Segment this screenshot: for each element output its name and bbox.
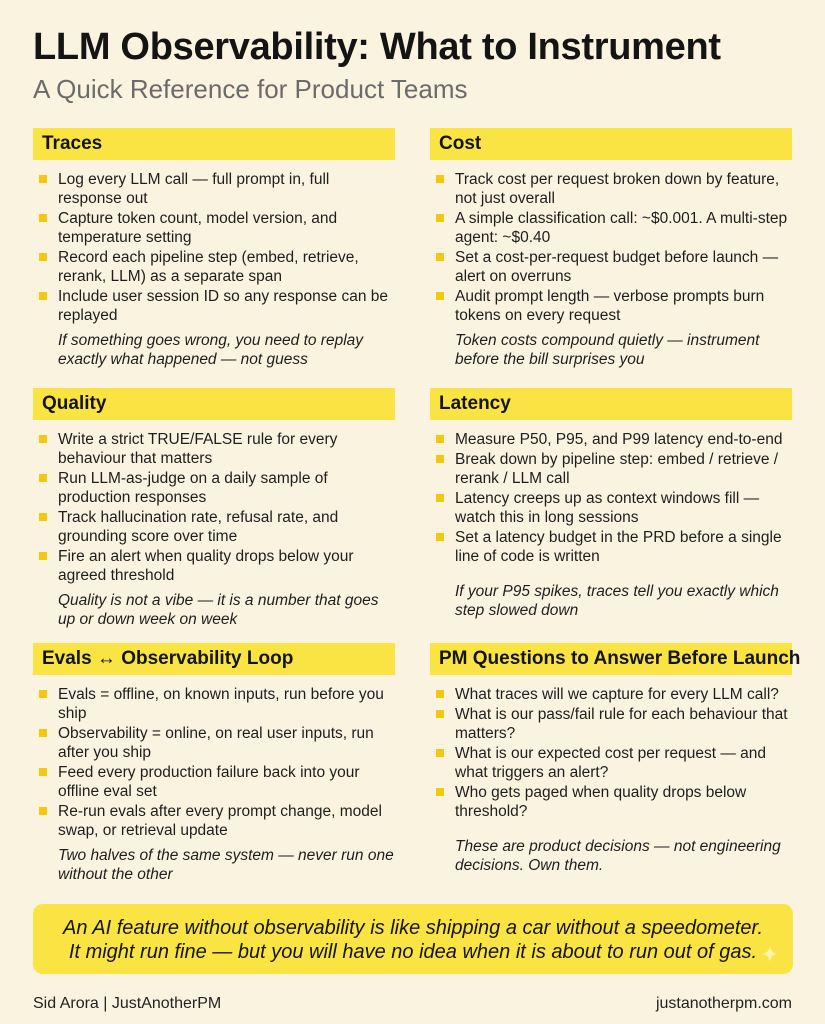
list-item-text: Track hallucination rate, refusal rate, and grounding score over time xyxy=(58,509,339,545)
list-item-text: Feed every production failure back into your offline eval set xyxy=(58,764,360,800)
list-item xyxy=(33,547,395,585)
section-note: These are product decisions — not engineering decisions. Own them. xyxy=(455,838,781,874)
bullet-icon xyxy=(436,533,444,541)
footer-website: justanotherpm.com xyxy=(655,995,792,1012)
list-item xyxy=(430,248,792,286)
page-title: LLM Observability: What to Instrument xyxy=(33,26,721,68)
list-item-text: Log every LLM call — full prompt in, full response out xyxy=(58,171,330,207)
list-item-text: What traces will we capture for every LLM call? xyxy=(455,686,779,703)
bullet-icon xyxy=(39,768,47,776)
list-item xyxy=(33,469,395,507)
bullet-icon xyxy=(436,175,444,183)
bullet-icon xyxy=(39,292,47,300)
bullet-icon xyxy=(436,788,444,796)
list-item-text: Evals = offline, on known inputs, run before you ship xyxy=(58,686,384,722)
list-item xyxy=(430,170,792,208)
bullet-icon xyxy=(436,494,444,502)
summary-banner xyxy=(33,904,793,974)
section-note: Two halves of the same system — never run one without the other xyxy=(58,847,394,883)
section-note: Quality is not a vibe — it is a number that goes up or down week on week xyxy=(58,592,379,628)
list-item xyxy=(33,685,395,723)
banner-line: An AI feature without observability is like shipping a car without a speedometer. xyxy=(63,917,763,939)
list-item xyxy=(33,248,395,286)
list-item xyxy=(430,705,792,743)
list-item-text: Track cost per request broken down by feature, not just overall xyxy=(455,171,780,207)
list-item xyxy=(33,724,395,762)
bullet-list xyxy=(430,430,792,566)
bullet-icon xyxy=(39,690,47,698)
section-heading: Latency xyxy=(430,388,792,420)
list-item xyxy=(430,685,792,704)
list-item-text: Re-run evals after every prompt change, model swap, or retrieval update xyxy=(58,803,382,839)
list-item xyxy=(33,763,395,801)
bullet-icon xyxy=(39,474,47,482)
list-item-text: Measure P50, P95, and P99 latency end-to-end xyxy=(455,431,783,448)
bullet-icon xyxy=(436,690,444,698)
list-item-text: Capture token count, model version, and temperature setting xyxy=(58,210,338,246)
bullet-list xyxy=(33,430,395,585)
list-item-text: Who gets paged when quality drops below threshold? xyxy=(455,784,747,820)
list-item-text: Observability = online, on real user inputs, run after you ship xyxy=(58,725,374,761)
list-item-text: Run LLM-as-judge on a daily sample of production responses xyxy=(58,470,328,506)
list-item-text: Set a latency budget in the PRD before a single line of code is written xyxy=(455,529,782,565)
list-item-text: Record each pipeline step (embed, retrieve, rerank, LLM) as a separate span xyxy=(58,249,359,285)
list-item-text: Fire an alert when quality drops below your agreed threshold xyxy=(58,548,354,584)
section-heading: Cost xyxy=(430,128,792,160)
list-item-text: What is our pass/fail rule for each behaviour that matters? xyxy=(455,706,788,742)
section-pm-questions xyxy=(430,643,801,875)
bullet-icon xyxy=(436,292,444,300)
bullet-icon xyxy=(39,214,47,222)
list-item xyxy=(430,287,792,325)
list-item xyxy=(430,450,792,488)
list-item-text: A simple classification call: ~$0.001. A multi-step agent: ~$0.40 xyxy=(455,210,788,246)
section-evals-loop xyxy=(33,643,395,884)
section-note: Token costs compound quietly — instrument before the bill surprises you xyxy=(455,332,760,368)
list-item-text: What is our expected cost per request — and what triggers an alert? xyxy=(455,745,767,781)
list-item xyxy=(33,209,395,247)
list-item-text: Include user session ID so any response can be replayed xyxy=(58,288,388,324)
bullet-icon xyxy=(436,710,444,718)
section-heading: Evals ↔ Observability Loop xyxy=(33,643,395,675)
list-item xyxy=(33,287,395,325)
list-item xyxy=(33,508,395,546)
list-item xyxy=(430,489,792,527)
bullet-icon xyxy=(39,513,47,521)
list-item xyxy=(430,744,792,782)
bullet-list xyxy=(430,685,792,821)
list-item-text: Latency creeps up as context windows fill — watch this in long sessions xyxy=(455,490,760,526)
page-subtitle: A Quick Reference for Product Teams xyxy=(33,74,468,104)
bullet-icon xyxy=(436,749,444,757)
bullet-icon xyxy=(39,807,47,815)
banner-line: It might run fine — but you will have no idea when it is about to run out of gas. xyxy=(68,941,758,963)
section-traces xyxy=(33,128,395,369)
section-quality xyxy=(33,388,395,629)
list-item-text: Write a strict TRUE/FALSE rule for every behaviour that matters xyxy=(58,431,338,467)
bullet-icon xyxy=(436,435,444,443)
bullet-list xyxy=(33,685,395,840)
section-heading: PM Questions to Answer Before Launch xyxy=(430,643,792,675)
bullet-icon xyxy=(39,253,47,261)
list-item xyxy=(430,528,792,566)
bullet-icon xyxy=(39,435,47,443)
section-heading: Traces xyxy=(33,128,395,160)
footer-author: Sid Arora | JustAnotherPM xyxy=(33,995,222,1012)
section-cost xyxy=(430,128,792,369)
bullet-icon xyxy=(39,552,47,560)
list-item xyxy=(33,430,395,468)
list-item xyxy=(430,209,792,247)
bullet-icon xyxy=(436,214,444,222)
sparkle-icon: ✦ xyxy=(760,942,779,967)
section-note: If something goes wrong, you need to replay exactly what happened — not guess xyxy=(58,332,364,368)
list-item-text: Set a cost-per-request budget before launch — alert on overruns xyxy=(455,249,779,285)
bullet-icon xyxy=(39,729,47,737)
bullet-list xyxy=(33,170,395,325)
list-item xyxy=(430,783,792,821)
list-item xyxy=(430,430,792,449)
section-heading: Quality xyxy=(33,388,395,420)
bullet-icon xyxy=(436,253,444,261)
list-item xyxy=(33,802,395,840)
list-item-text: Audit prompt length — verbose prompts burn tokens on every request xyxy=(455,288,765,324)
bullet-icon xyxy=(39,175,47,183)
section-latency xyxy=(430,388,792,620)
list-item-text: Break down by pipeline step: embed / retrieve / rerank / LLM call xyxy=(455,451,779,487)
list-item xyxy=(33,170,395,208)
section-note: If your P95 spikes, traces tell you exactly which step slowed down xyxy=(455,583,779,619)
bullet-list xyxy=(430,170,792,325)
bullet-icon xyxy=(436,455,444,463)
